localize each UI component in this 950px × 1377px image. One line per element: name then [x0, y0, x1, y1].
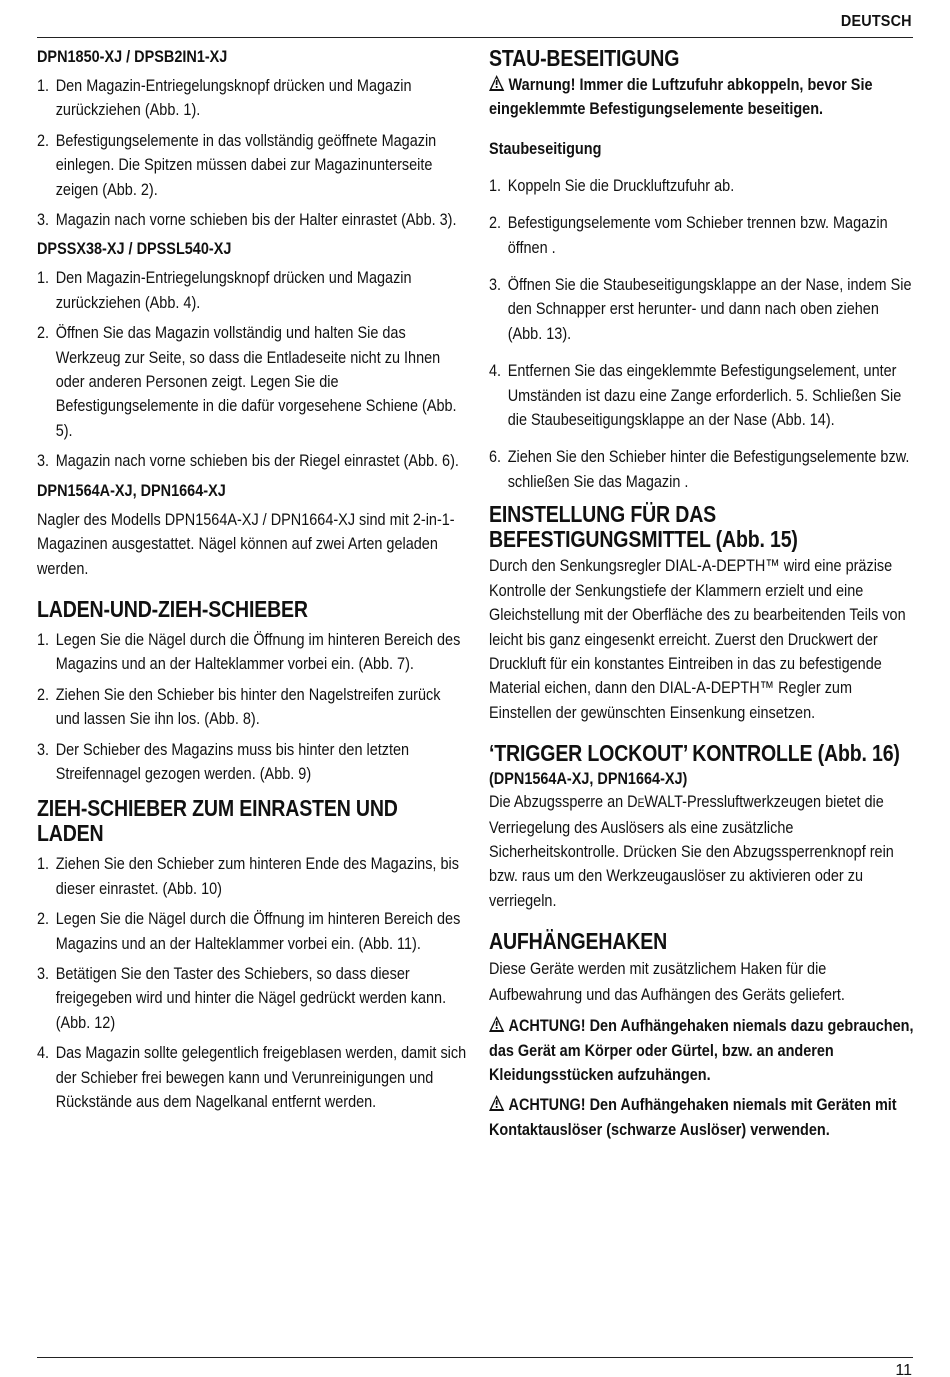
list-item [37, 852, 468, 901]
list-text: Den Magazin-Entriegelungsknopf drücken und Magazin zurückziehen (Abb. 4). [55, 268, 412, 312]
list-number: 1. [489, 175, 502, 195]
list-item [37, 129, 468, 202]
list-item [489, 359, 914, 432]
list-number: 4. [37, 1043, 50, 1063]
list-text: Befestigungselemente vom Schieber trennen bzw. Magazin öffnen . [507, 213, 888, 257]
warning-triangle-icon [489, 75, 504, 91]
list-number: 2. [37, 909, 50, 929]
language-label: DEUTSCH [841, 13, 912, 30]
warning-hook-body [489, 1014, 914, 1087]
section-title-dpn1850: DPN1850-XJ / DPSB2IN1-XJ [37, 47, 228, 66]
list-dpn1850 [37, 74, 468, 232]
right-column [489, 46, 913, 1148]
footer-rule [37, 1357, 913, 1358]
list-text: Legen Sie die Nägel durch die Öffnung im hinteren Bereich des Magazins und an der Halteklammer vorbei ein. (Abb. 11). [55, 909, 461, 953]
warning-text: ACHTUNG! Den Aufhängehaken niemals mit Geräten mit Kontaktauslöser (schwarze Auslöser) verwenden. [489, 1095, 897, 1139]
list-text: Öffnen Sie das Magazin vollständig und halten Sie das Werkzeug zur Seite, so dass die Entladeseite nicht zu Ihnen oder anderen Personen zeigt. Legen Sie die Befestigungselemente in die dafür vorgesehene Schiene (Abb. 5). [55, 323, 457, 440]
list-text: Entfernen Sie das eingeklemmte Befestigungselement, unter Umständen ist dazu eine Zange erforderlich. 5. Schließen Sie die Staubeseitigungsklappe an der Nase (Abb. 14). [507, 361, 902, 430]
subheading-staubeseitigung: Staubeseitigung [489, 138, 602, 158]
list-number: 1. [37, 268, 50, 288]
list-item [489, 273, 914, 346]
list-laden [37, 628, 468, 786]
section-title-dpssx38: DPSSX38-XJ / DPSSL540-XJ [37, 239, 232, 259]
list-number: 3. [37, 739, 50, 759]
heading-trigger-lockout: ‘TRIGGER LOCKOUT’ KONTROLLE (Abb. 16) [489, 740, 900, 767]
warning-text: Warnung! Immer die Luftzufuhr abkoppeln, bevor Sie eingeklemmte Befestigungselemente beseitigen. [489, 75, 873, 119]
list-number: 3. [489, 275, 502, 295]
list-number: 1. [37, 76, 50, 95]
list-number: 2. [37, 684, 50, 704]
heading-einstellung: EINSTELLUNG FÜR DAS BEFESTIGUNGSMITTEL (Abb. 15) [489, 501, 798, 553]
list-item [489, 445, 914, 494]
list-item [37, 683, 468, 732]
list-number: 1. [37, 854, 50, 874]
para-text: WALT-Pressluftwerkzeugen bietet die Verriegelung des Auslösers als eine zusätzliche Sicherheitskontrolle. Drücken Sie den Abzugssperrenknopf rein bzw. raus um den Werkzeugauslöser zu aktivieren oder zu verriegeln. [489, 792, 894, 910]
list-number: 3. [37, 210, 50, 230]
list-einrasten [37, 852, 468, 1114]
warning-text: ACHTUNG! Den Aufhängehaken niemals dazu gebrauchen, das Gerät am Körper oder Gürtel, bzw. an anderen Kleidungsstücken aufzuhängen. [489, 1016, 914, 1084]
list-item [37, 74, 468, 123]
warning-airsupply [489, 73, 914, 122]
para-text: Die Abzugssperre an D [489, 792, 638, 812]
page-number: 11 [895, 1362, 912, 1377]
list-text: Koppeln Sie die Druckluftzufuhr ab. [507, 175, 735, 195]
list-text: Ziehen Sie den Schieber hinter die Befestigungselemente bzw. schließen Sie das Magazin . [507, 447, 910, 491]
list-text: Befestigungselemente in das vollständig geöffnete Magazin einlegen. Die Spitzen müssen dabei zur Magazinunterseite zeigen (Abb. 2). [55, 130, 437, 199]
list-text: Der Schieber des Magazins muss bis hinter den letzten Streifennagel gezogen werden. (Abb. 9) [55, 739, 410, 783]
list-text: Ziehen Sie den Schieber zum hinteren Ende des Magazins, bis dieser einrastet. (Abb. 10) [55, 854, 459, 898]
heading-stau-beseitigung: STAU-BESEITIGUNG [489, 45, 680, 71]
list-item [37, 266, 468, 315]
list-item [37, 907, 468, 956]
list-text: Legen Sie die Nägel durch die Öffnung im hinteren Bereich des Magazins und an der Halteklammer vorbei ein. (Abb. 7). [55, 629, 461, 674]
list-text: Ziehen Sie den Schieber bis hinter den Nagelstreifen zurück und lassen Sie ihn los. (Abb. 8). [55, 684, 441, 729]
paragraph-dial-a-depth: Durch den Senkungsregler DIAL-A-DEPTH™ wird eine präzise Kontrolle der Senkungstiefe der Klammern erzielt und eine Gleichstellung mit der Oberfläche des zu bearbeitenden Teils von leicht bis ganz eingesenkt erreicht. Zuerst den Druckwert der Druckluft für ein konstantes Eintreiben in das zu befestigende Material eichen, dann den DIAL-A-DEPTH™ Regler zum Einstellen der gewünschten Einsenkung einsetzen. [489, 556, 906, 722]
paragraph-2in1: Nagler des Modells DPN1564A-XJ / DPN1664-XJ sind mit 2-in-1-Magazinen ausgestattet. Nägel können auf zwei Arten geladen werden. [37, 509, 455, 578]
list-number: 2. [489, 213, 502, 233]
list-number: 2. [37, 130, 50, 150]
paragraph-aufhaengehaken: Diese Geräte werden mit zusätzlichem Haken für die Aufbewahrung und das Aufhängen des Geräts geliefert. [489, 959, 845, 1005]
left-column [37, 46, 467, 1120]
list-number: 4. [489, 361, 502, 381]
header-rule [37, 37, 913, 38]
list-item [37, 1041, 468, 1114]
list-item [37, 208, 468, 232]
brand-letter: E [637, 796, 645, 811]
heading-aufhaengehaken: AUFHÄNGEHAKEN [489, 928, 668, 955]
list-item [489, 174, 914, 198]
list-text: Den Magazin-Entriegelungsknopf drücken und Magazin zurückziehen (Abb. 1). [55, 76, 412, 120]
list-item [37, 321, 468, 443]
list-item [37, 628, 468, 677]
list-dpssx38 [37, 266, 468, 473]
list-number: 2. [37, 323, 50, 343]
list-item [37, 738, 468, 787]
list-text: Das Magazin sollte gelegentlich freigeblasen werden, damit sich der Schieber frei bewegen kann und Verunreinigungen und Rückstände aus dem Nagelkanal entfernt werden. [55, 1043, 467, 1111]
list-item [489, 211, 914, 260]
list-text: Magazin nach vorne schieben bis der Riegel einrastet (Abb. 6). [55, 451, 459, 471]
list-staubeseitigung [489, 174, 914, 494]
warning-triangle-icon [489, 1095, 504, 1111]
list-text: Betätigen Sie den Taster des Schiebers, so dass dieser freigegeben wird und hinter die Nägel gedrückt werden kann. (Abb. 12) [55, 963, 447, 1032]
list-item [37, 962, 468, 1035]
list-text: Magazin nach vorne schieben bis der Halter einrastet (Abb. 3). [55, 210, 457, 230]
heading-zieh-schieber-einrasten: ZIEH-SCHIEBER ZUM EINRASTEN UND LADEN [37, 795, 398, 847]
warning-hook-contact [489, 1093, 914, 1142]
heading-laden-und-zieh-schieber: LADEN-UND-ZIEH-SCHIEBER [37, 595, 308, 622]
list-number: 3. [37, 963, 50, 983]
list-number: 3. [37, 451, 50, 471]
paragraph-trigger-lockout [489, 790, 914, 913]
section-title-dpn1564a: DPN1564A-XJ, DPN1664-XJ [37, 480, 226, 500]
list-item [37, 449, 468, 473]
subheading-models: (DPN1564A-XJ, DPN1664-XJ) [489, 769, 688, 789]
list-number: 1. [37, 629, 50, 649]
list-text: Öffnen Sie die Staubeseitigungsklappe an der Nase, indem Sie den Schnapper erst herunter- und dann nach oben ziehen (Abb. 13). [507, 275, 912, 343]
warning-triangle-icon [489, 1016, 504, 1032]
list-number: 6. [489, 447, 502, 467]
